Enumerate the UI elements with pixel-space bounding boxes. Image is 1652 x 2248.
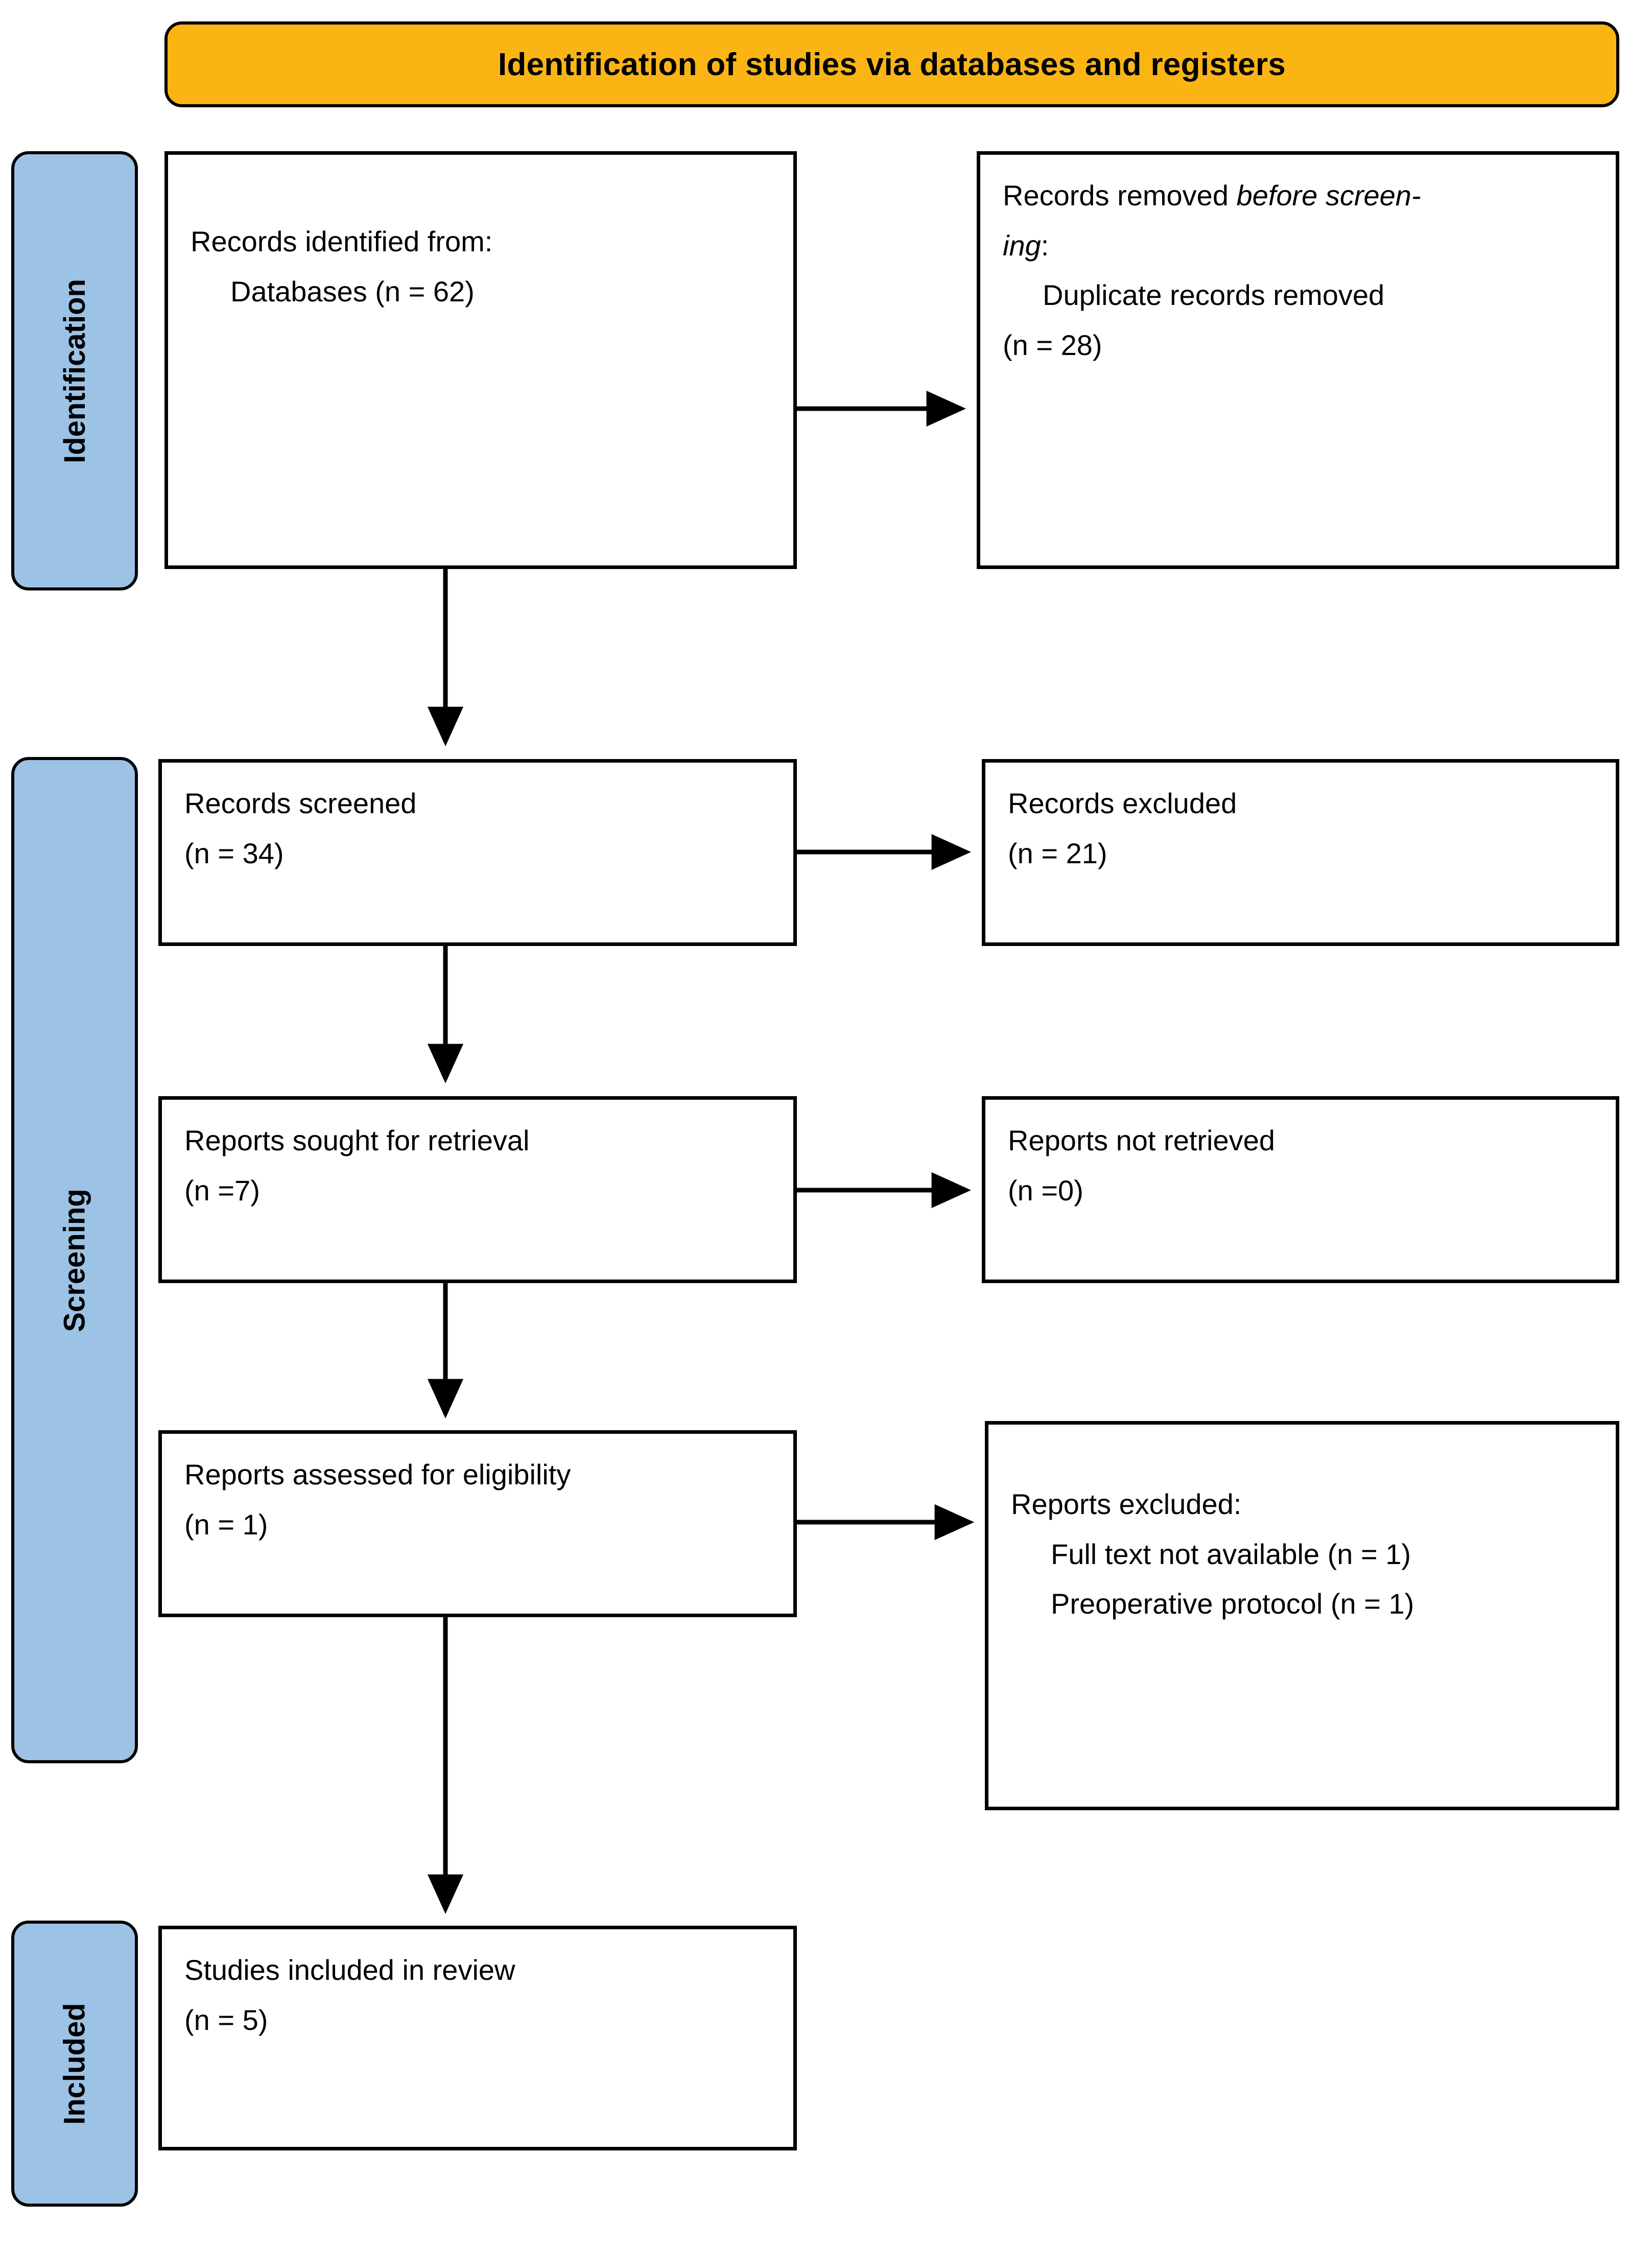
box-records-excluded: [982, 759, 1619, 946]
records-removed-line2b: :: [1041, 229, 1049, 262]
records-removed-line2: [1003, 225, 1593, 266]
box-records-identified: [164, 151, 797, 569]
diagram-banner-title: [164, 21, 1619, 107]
reports-assessed-line1: Reports assessed for eligibility: [184, 1458, 571, 1490]
banner-label: Identification of studies via databases and registers: [498, 46, 1286, 82]
reports-excluded-line1: Reports excluded:: [1011, 1488, 1242, 1520]
records-removed-line1: [1003, 175, 1593, 216]
records-removed-line1b: before screen-: [1236, 179, 1421, 211]
box-reports-sought: [158, 1096, 797, 1283]
records-removed-line4: (n = 28): [1003, 328, 1102, 361]
stage-label-screening: [11, 757, 138, 1763]
records-identified-line2: Databases (n = 62): [230, 275, 475, 307]
records-removed-line1a: Records removed: [1003, 179, 1237, 211]
records-screened-line1: Records screened: [184, 787, 417, 819]
reports-excluded-line3: Preoperative protocol (n = 1): [1051, 1588, 1414, 1620]
box-studies-included: [158, 1926, 797, 2150]
stage-label-included: [11, 1921, 138, 2207]
stage-screening-text: Screening: [58, 1188, 91, 1332]
records-screened-line2: (n = 34): [184, 837, 284, 869]
box-records-screened: [158, 759, 797, 946]
box-records-removed: [977, 151, 1619, 569]
box-reports-not-retrieved: [982, 1096, 1619, 1283]
records-excluded-line1: Records excluded: [1008, 787, 1237, 819]
reports-not-retrieved-line1: Reports not retrieved: [1008, 1124, 1275, 1156]
reports-not-retrieved-line2: (n =0): [1008, 1174, 1083, 1206]
studies-included-line2: (n = 5): [184, 2003, 268, 2036]
box-reports-assessed: [158, 1430, 797, 1617]
records-identified-line1: Records identified from:: [191, 225, 493, 257]
studies-included-line1: Studies included in review: [184, 1954, 515, 1986]
records-removed-line2a: ing: [1003, 229, 1041, 262]
records-excluded-line2: (n = 21): [1008, 837, 1107, 869]
records-removed-line3: Duplicate records removed: [1043, 279, 1385, 312]
reports-sought-line1: Reports sought for retrieval: [184, 1124, 530, 1156]
reports-sought-line2: (n =7): [184, 1174, 260, 1206]
box-reports-excluded-detail: [985, 1421, 1619, 1810]
reports-excluded-line2: Full text not available (n = 1): [1051, 1537, 1411, 1570]
stage-included-text: Included: [58, 2002, 91, 2125]
stage-identification-text: Identification: [58, 278, 91, 463]
reports-assessed-line2: (n = 1): [184, 1508, 268, 1541]
stage-label-identification: [11, 151, 138, 590]
